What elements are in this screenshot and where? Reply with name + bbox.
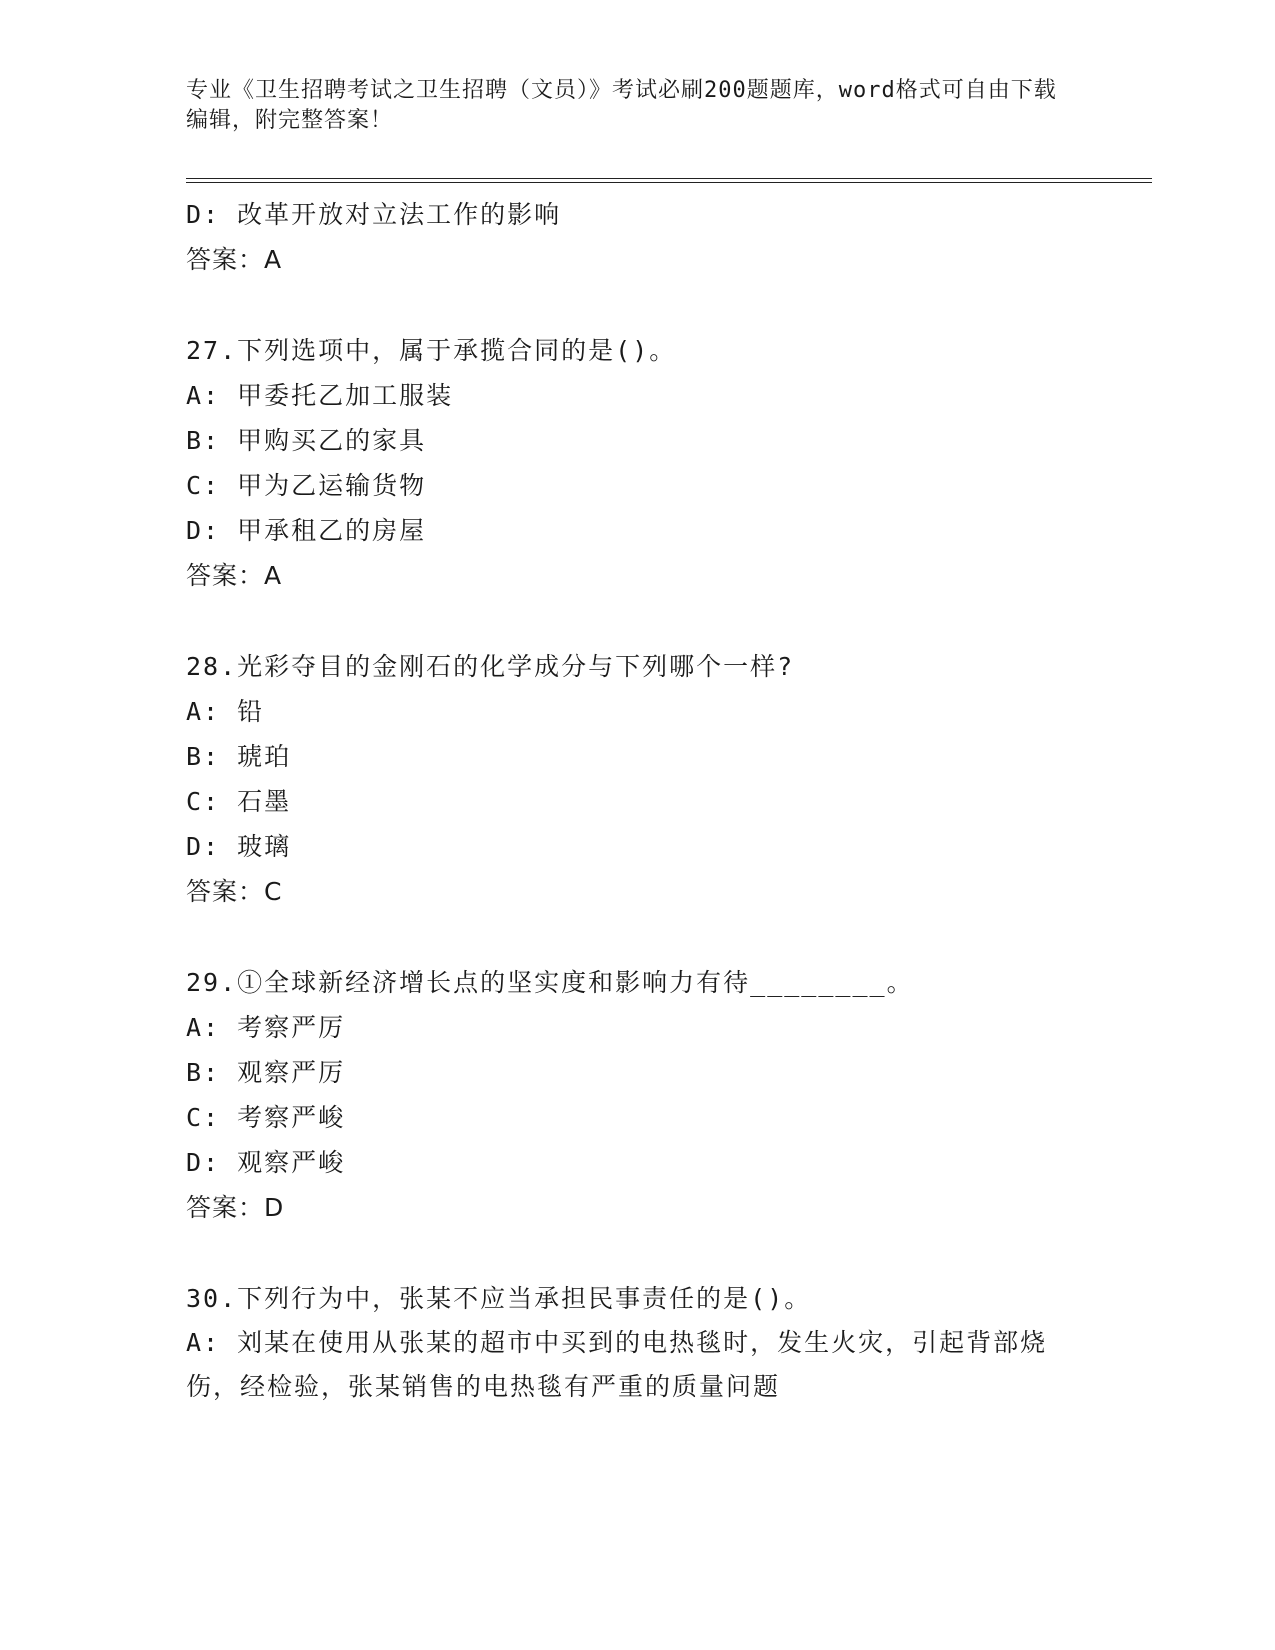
option-c: C: 考察严峻 [186, 1103, 346, 1132]
option-d: D: 玻璃 [186, 832, 292, 861]
option-d: D: 甲承租乙的房屋 [186, 516, 427, 545]
option-a: A: 铅 [186, 697, 265, 726]
answer-line: 答案：A [186, 561, 283, 590]
question-block [186, 960, 1086, 1231]
answer-line: 答案：D [186, 1193, 285, 1222]
option-b: B: 甲购买乙的家具 [186, 426, 427, 455]
spacer [186, 283, 1086, 328]
option-a: A: 刘某在使用从张某的超市中买到的电热毯时，发生火灾，引起背部烧伤，经检验，张某销售的电热毯有严重的质量问题 [186, 1328, 1048, 1401]
option-a: A: 考察严厉 [186, 1013, 346, 1042]
option-d: D: 改革开放对立法工作的影响 [186, 200, 562, 229]
question-stem: 28.光彩夺目的金刚石的化学成分与下列哪个一样? [186, 652, 795, 681]
spacer [186, 915, 1086, 960]
answer-line: 答案：A [186, 245, 283, 274]
header-divider-top [186, 178, 1152, 179]
question-block [186, 1276, 1086, 1409]
question-content [186, 192, 1086, 1409]
answer-line: 答案：C [186, 877, 283, 906]
option-d: D: 观察严峻 [186, 1148, 346, 1177]
question-stem: 29.①全球新经济增长点的坚实度和影响力有待________。 [186, 968, 914, 997]
question-block [186, 328, 1086, 599]
question-block [186, 644, 1086, 915]
question-stem: 27.下列选项中，属于承揽合同的是()。 [186, 336, 677, 365]
document-header: 专业《卫生招聘考试之卫生招聘（文员）》考试必刷200题题库，word格式可自由下载编辑，附完整答案！ [186, 78, 1057, 133]
spacer [186, 1231, 1086, 1276]
option-b: B: 琥珀 [186, 742, 292, 771]
spacer [186, 599, 1086, 644]
option-b: B: 观察严厉 [186, 1058, 346, 1087]
option-c: C: 石墨 [186, 787, 292, 816]
question-stem: 30.下列行为中，张某不应当承担民事责任的是()。 [186, 1284, 812, 1313]
option-c: C: 甲为乙运输货物 [186, 471, 427, 500]
option-a: A: 甲委托乙加工服装 [186, 381, 454, 410]
header-divider-bottom [186, 182, 1152, 183]
